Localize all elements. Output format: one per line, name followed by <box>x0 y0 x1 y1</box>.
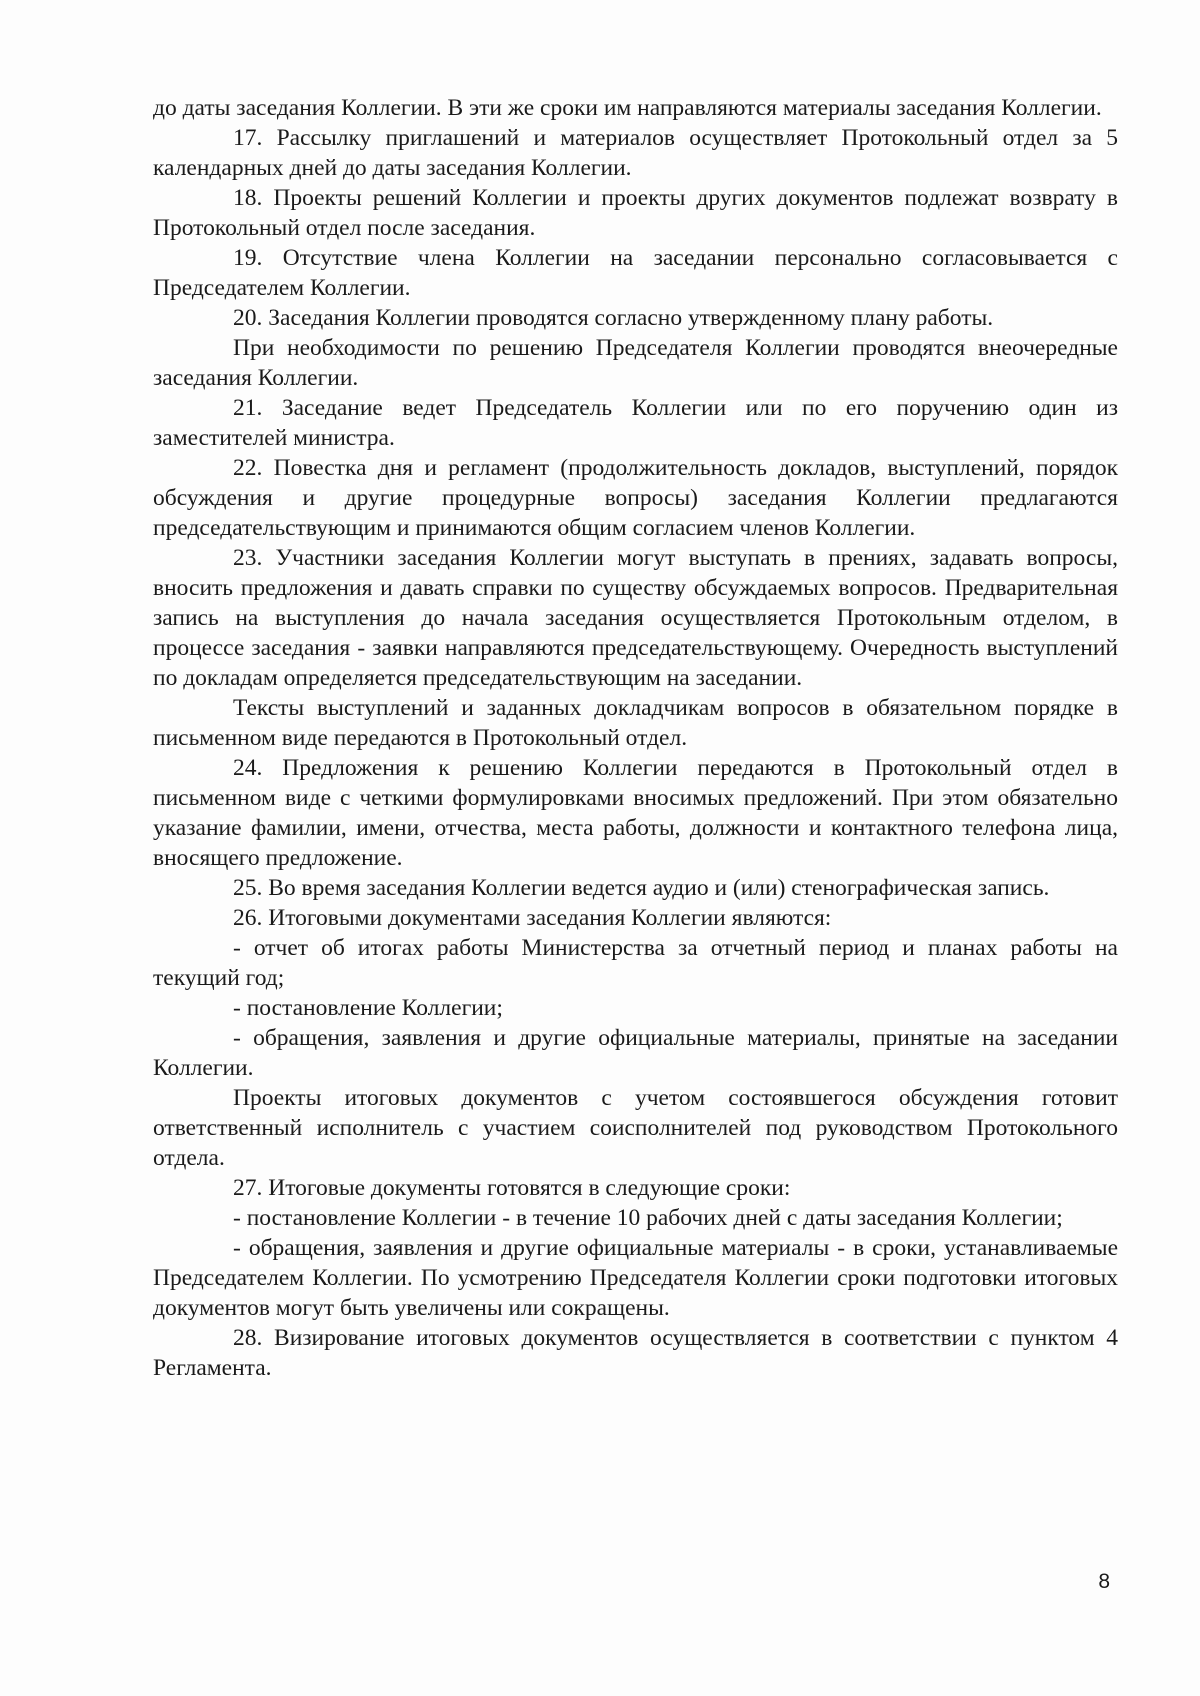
paragraph-19: 19. Отсутствие члена Коллегии на заседании персонально согласовывается с Председателем Коллегии. <box>153 245 1118 301</box>
paragraph-23: 23. Участники заседания Коллегии могут выступать в прениях, задавать вопросы, вносить предложения и давать справки по существу обсуждаемых вопросов. Предварительная запись на выступления до начала заседания осуществляется Протокольным отделом, в процессе заседания - заявки направляются председательствующему. Очередность выступлений по докладам определяется председательствующим на заседании. <box>153 545 1118 691</box>
paragraph-27: 27. Итоговые документы готовятся в следующие сроки: <box>233 1175 791 1201</box>
paragraph-27-item-resolution: - постановление Коллегии - в течение 10 рабочих дней с даты заседания Коллегии; <box>233 1205 1063 1231</box>
paragraph-26: 26. Итоговыми документами заседания Коллегии являются: <box>233 905 832 931</box>
paragraph-24: 24. Предложения к решению Коллегии передаются в Протокольный отдел в письменном виде с четкими формулировками вносимых предложений. При этом обязательно указание фамилии, имени, отчества, места работы, должности и контактного телефона лица, вносящего предложение. <box>153 755 1118 871</box>
paragraph-23-extra: Тексты выступлений и заданных докладчикам вопросов в обязательном порядке в письменном виде передаются в Протокольный отдел. <box>153 695 1118 751</box>
page-number: 8 <box>1098 1570 1110 1593</box>
paragraph-26-item-report: - отчет об итогах работы Министерства за отчетный период и планах работы на текущий год; <box>153 935 1118 991</box>
paragraph-26-drafts: Проекты итоговых документов с учетом состоявшегося обсуждения готовит ответственный исполнитель с участием соисполнителей под руководством Протокольного отдела. <box>153 1085 1118 1171</box>
paragraph-20-extra: При необходимости по решению Председателя Коллегии проводятся внеочередные заседания Коллегии. <box>153 335 1118 391</box>
paragraph-22: 22. Повестка дня и регламент (продолжительность докладов, выступлений, порядок обсуждения и другие процедурные вопросы) заседания Коллегии предлагаются председательствующим и принимаются общим согласием членов Коллегии. <box>153 455 1118 541</box>
paragraph-21: 21. Заседание ведет Председатель Коллегии или по его поручению один из заместителей министра. <box>153 395 1118 451</box>
paragraph-28: 28. Визирование итоговых документов осуществляется в соответствии с пунктом 4 Регламента. <box>153 1325 1118 1381</box>
paragraph-26-item-appeals: - обращения, заявления и другие официальные материалы, принятые на заседании Коллегии. <box>153 1025 1118 1081</box>
paragraph-continuation: до даты заседания Коллегии. В эти же сроки им направляются материалы заседания Коллегии. <box>153 95 1102 121</box>
paragraph-25: 25. Во время заседания Коллегии ведется аудио и (или) стенографическая запись. <box>233 875 1050 901</box>
paragraph-18: 18. Проекты решений Коллегии и проекты других документов подлежат возврату в Протокольный отдел после заседания. <box>153 185 1118 241</box>
paragraph-20: 20. Заседания Коллегии проводятся согласно утвержденному плану работы. <box>233 305 994 331</box>
paragraph-17: 17. Рассылку приглашений и материалов осуществляет Протокольный отдел за 5 календарных дней до даты заседания Коллегии. <box>153 125 1118 181</box>
document-body <box>153 93 1118 1383</box>
paragraph-26-item-resolution: - постановление Коллегии; <box>233 995 503 1021</box>
paragraph-27-item-appeals: - обращения, заявления и другие официальные материалы - в сроки, устанавливаемые Председателем Коллегии. По усмотрению Председателя Коллегии сроки подготовки итоговых документов могут быть увеличены или сокращены. <box>153 1235 1118 1321</box>
